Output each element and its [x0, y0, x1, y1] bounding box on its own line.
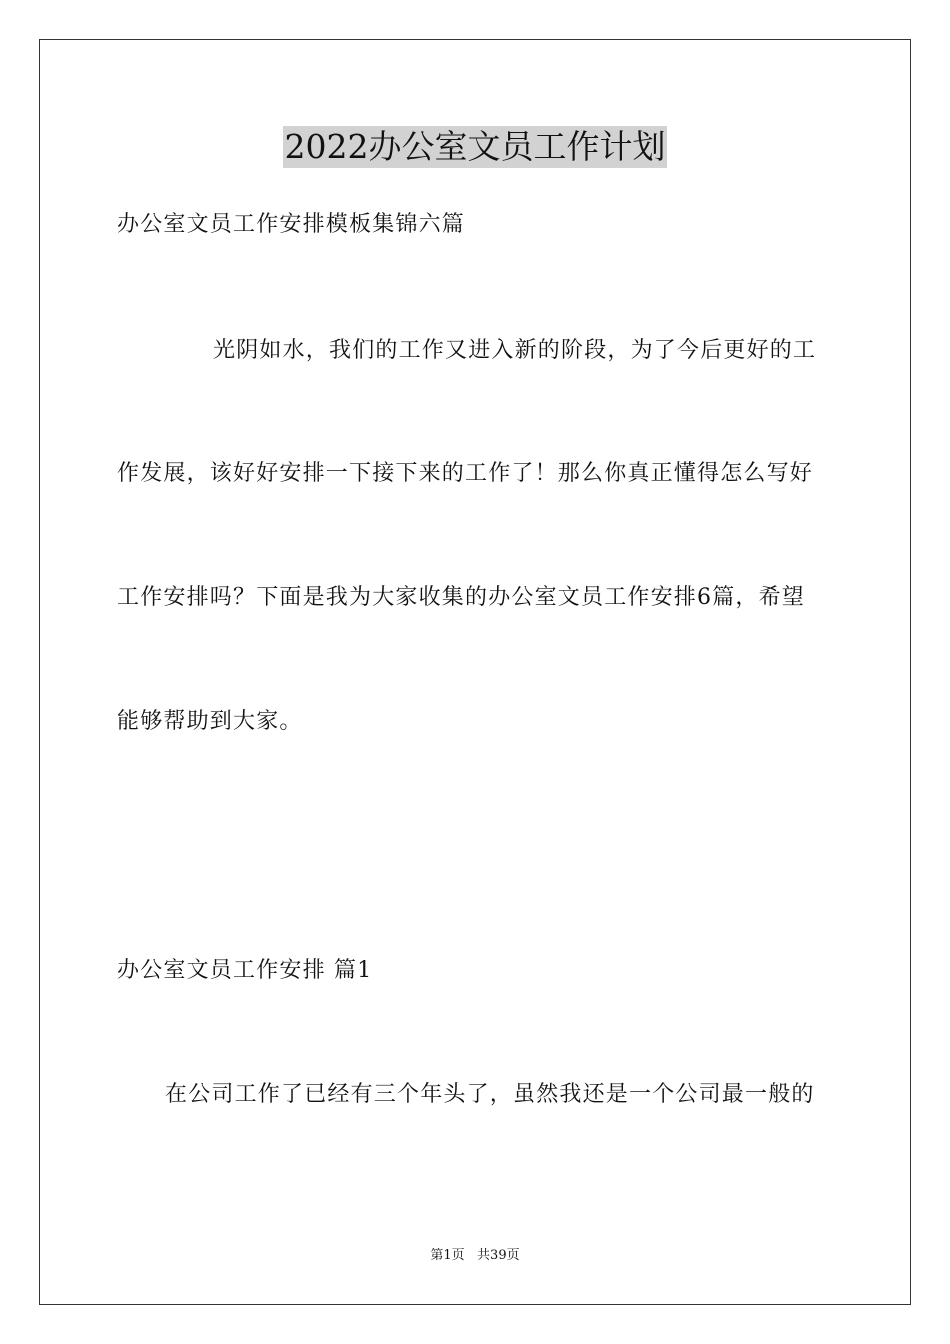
- page-title: 2022办公室文员工作计划: [284, 127, 666, 166]
- intro-paragraph-line: 光阴如水，我们的工作又进入新的阶段，为了今后更好的工: [213, 338, 817, 363]
- intro-paragraph-line: 作发展，该好好安排一下接下来的工作了！那么你真正懂得怎么写好: [117, 461, 814, 486]
- document-subtitle: 办公室文员工作安排模板集锦六篇: [117, 212, 466, 237]
- title-container: [0, 126, 950, 168]
- section-heading: 办公室文员工作安排 篇1: [117, 958, 373, 983]
- section-paragraph-line: 在公司工作了已经有三个年头了，虽然我还是一个公司最一般的: [165, 1082, 815, 1107]
- intro-paragraph-line: 工作安排吗？下面是我为大家收集的办公室文员工作安排6篇，希望: [117, 585, 805, 610]
- page-footer: 第1页 共39页: [430, 1248, 520, 1263]
- intro-paragraph-line: 能够帮助到大家。: [117, 709, 303, 734]
